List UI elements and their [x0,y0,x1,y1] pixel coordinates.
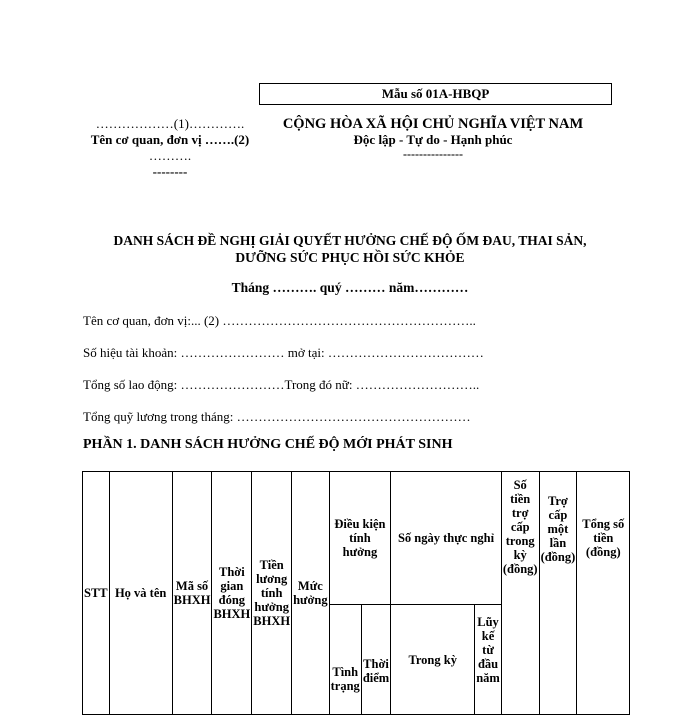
national-title: CỘNG HÒA XÃ HỘI CHỦ NGHĨA VIỆT NAM [282,116,584,132]
col-amount-in-period: Số tiền trợ cấp trong kỳ (đồng) [501,472,539,715]
col-condition-status: Tình trạng [329,605,361,715]
document-title-line1: DANH SÁCH ĐỀ NGHỊ GIẢI QUYẾT HƯỞNG CHẾ ĐỘ ỐM ĐAU, THAI SẢN, [113,233,587,248]
form-number-box: Mẫu số 01A-HBQP [259,83,612,105]
national-header [248,116,618,160]
agency-header-line1: ………………(1)…………. [95,116,245,131]
col-contribution-time: Thời gian đóng BHXH [212,472,252,715]
col-days-off: Số ngày thực nghỉ [391,472,502,605]
period-line: Tháng ………. quý ……… năm………… [231,280,469,295]
agency-header-divider: -------- [152,164,188,179]
agency-header-line3: ………. [148,148,192,163]
national-divider: --------------- [403,147,463,161]
col-cumulative: Lũy kế từ đầu năm [475,605,502,715]
document-title [40,232,660,266]
col-condition-time: Thời điểm [361,605,390,715]
national-motto: Độc lập - Tự do - Hạnh phúc [353,132,513,147]
document-title-line2: DƯỠNG SỨC PHỤC HỒI SỨC KHỎE [235,250,465,265]
agency-name-line: Tên cơ quan, đơn vị …….(2) [90,132,250,147]
benefit-table [82,471,630,715]
agency-field: Tên cơ quan, đơn vị:... (2) ………………………………………………….. [83,313,476,328]
agency-header [70,116,270,180]
col-conditions: Điều kiện tính hưởng [329,472,391,605]
section-title: PHẦN 1. DANH SÁCH HƯỞNG CHẾ ĐỘ MỚI PHÁT SINH [83,437,453,452]
col-stt: STT [83,472,110,715]
table-header-row-1 [83,472,630,605]
col-in-period: Trong kỳ [391,605,475,715]
account-field: Số hiệu tài khoản: …………………… mở tại: ……………………………… [83,345,484,360]
workers-field: Tổng số lao động: ……………………Trong đó nữ: ……………………….. [83,377,480,392]
payroll-field: Tổng quỹ lương trong tháng: ……………………………………………… [83,409,471,424]
col-salary: Tiền lương tính hưởng BHXH [252,472,292,715]
col-lump-sum: Trợ cấp một lần (đồng) [539,472,577,715]
col-name: Họ và tên [109,472,172,715]
col-insurance-no: Mã số BHXH [172,472,212,715]
col-total: Tổng số tiền (đồng) [577,472,630,715]
col-benefit-level: Mức hưởng [292,472,330,715]
